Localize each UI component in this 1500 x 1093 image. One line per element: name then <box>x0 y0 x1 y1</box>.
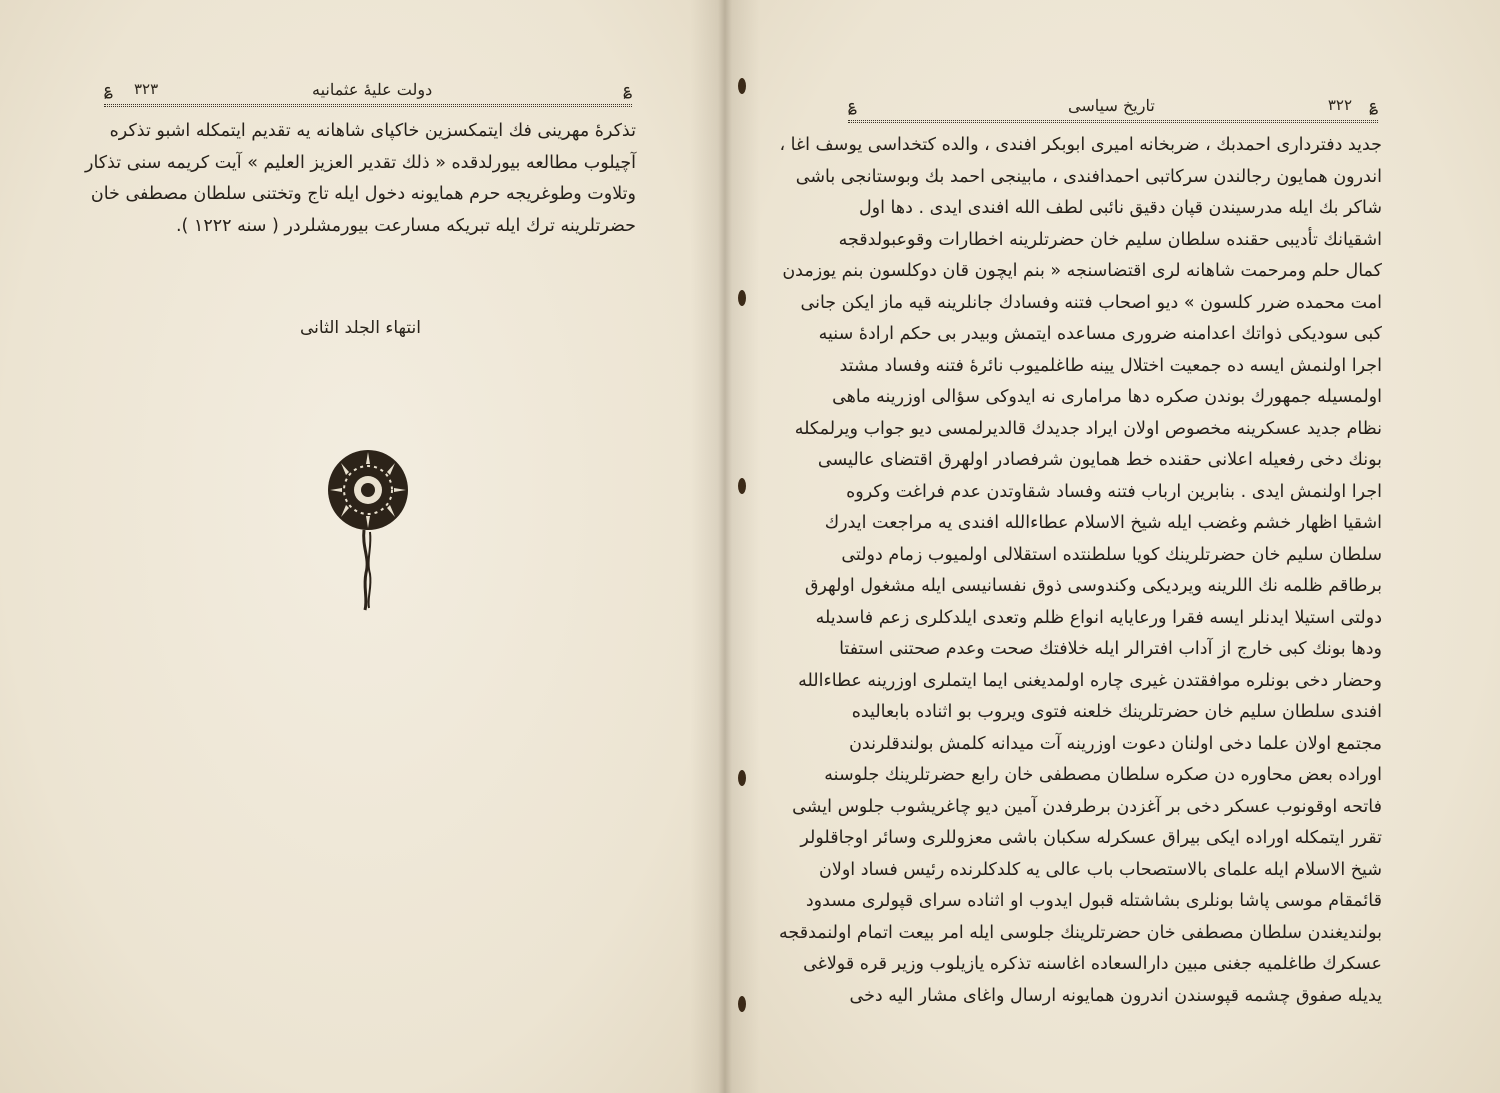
text-line: افندى سلطان سليم خان حضرتلرينك خلعنه فتوى ويروب بو اثناده بابعاليده <box>851 702 1382 722</box>
text-line: فاتحه اوقونوب عسكر دخى بر آغزدن برطرفدن آمين ديو چاغريشوب جلوس ايشى <box>792 796 1382 817</box>
text-line: وحضار دخى بونلره موافقتدن غيرى چاره اولمديغنى ايما ايتملرى اوزرينه عطاءالله <box>798 670 1382 691</box>
running-title: تاريخ سياسى <box>1068 96 1155 115</box>
right-page-body <box>779 130 1382 1012</box>
header-rule <box>104 104 632 107</box>
text-line: كبى سوديكى ذواتك اعدامنه ضرورى مساعده ايتمش وبيدر بى حكم ارادهٔ سنيه <box>818 324 1382 344</box>
right-page-header <box>848 96 1378 126</box>
text-line: سلطان سليم خان حضرتلرينك كويا سلطنتده استقلالى اولميوب زمام دولتى <box>841 544 1382 565</box>
header-rule <box>848 120 1378 123</box>
page-number: ٣٢٣ <box>134 80 159 98</box>
text-line: قائمقام موسى پاشا بونلرى بشاشتله قبول ايدوب او اثناده سراى قپولرى مسدود <box>805 891 1382 911</box>
text-line: وتلاوت وطوغريجه حرم همايونه دخول ايله تاج وتختنى سلطان مصطفى خان <box>90 184 636 204</box>
text-line: اندرون همايون رجالندن سركاتبى احمدافندى ، مابينجى احمد بك وبوستانجى باشى <box>795 166 1382 187</box>
text-line: تذكرهٔ مهرينى فك ايتمكسزين خاكپاى شاهانه يه تقديم ايتمكله اشبو تذكره <box>109 121 636 141</box>
text-line: امت محمده ضرر كلسون » ديو اصحاب فتنه وفسادك جانلرينه قيه ماز ايكن جانى <box>800 292 1382 313</box>
binding-stitch <box>738 478 746 494</box>
left-page-body <box>85 116 636 242</box>
left-page <box>0 0 722 1093</box>
header-marker: ؏ <box>104 80 113 98</box>
text-line: مجتمع اولان علما دخى اولنان دعوت اوزرينه آت ميدانه كلمش بولندقلرندن <box>849 733 1382 754</box>
text-line: شاكر بك ايله مدرسيندن قپان دقيق نائبى لطف الله افندى ايدى . دها اول <box>858 198 1382 218</box>
header-marker-right: ؏ <box>623 80 632 98</box>
page-number: ٣٢٢ <box>1327 96 1352 114</box>
text-line: بونك دخى رفعيله اعلانى حقنده خط همايون شرفصادر اولهرق اقتضاى عاليسى <box>817 450 1382 470</box>
text-line: ودها بونك كبى خارج از آداب افترالر ايله خلافتك صحت وعدم صحتنى استفتا <box>839 639 1382 659</box>
volume-end-note: انتهاء الجلد الثانى <box>300 318 421 338</box>
text-line: اجرا اولنمش ايسه ده جمعيت اختلال يينه طاغلميوب نائرهٔ فتنه وفساد مشتد <box>839 355 1382 376</box>
text-line: اشقيانك تأديبى حقنده سلطان سليم خان حضرتلرينه اخطارات وقوعبولدقجه <box>838 229 1382 250</box>
text-line: كمال حلم ومرحمت شاهانه لرى اقتضاسنجه « بنم ايچون قان دوكلسون بنم يوزمدن <box>782 261 1382 281</box>
floral-tailpiece-icon <box>318 448 418 618</box>
text-line: جديد دفتردارى احمدبك ، ضربخانه اميرى ابوبكر افندى ، والده كتخداسى يوسف اغا ، <box>779 135 1382 155</box>
text-line: تقرر ايتمكله اوراده ايكى بيراق عسكرله سكبان باشى معزوللرى وسائر اوجاقلولر <box>800 828 1382 848</box>
header-marker: ؏ <box>848 96 857 114</box>
text-line: شيخ الاسلام ايله علماى بالاستصحاب باب عالى يه كلدكلرنده رئيس فساد اولان <box>818 859 1382 880</box>
running-title: دولت عليهٔ عثمانيه <box>312 80 433 99</box>
header-marker-right: ؏ <box>1369 96 1378 114</box>
left-page-header <box>104 80 632 110</box>
binding-stitch <box>738 78 746 94</box>
text-line: اشقيا اظهار خشم وغضب ايله شيخ الاسلام عطاءالله افندى يه مراجعت ايدرك <box>824 513 1382 533</box>
binding-stitch <box>738 290 746 306</box>
binding-stitch <box>738 996 746 1012</box>
text-line: يديله صفوق چشمه قپوسندن اندرون همايونه ارسال واغاى مشار اليه دخى <box>849 985 1382 1006</box>
right-page <box>722 0 1500 1093</box>
text-line: اولمسيله جمهورك بوندن صكره دها مرامارى نه ايدوكى سؤالى اوزرينه ماهى <box>832 387 1382 407</box>
text-line: عسكرك طاغلميه جغنى مبين دارالسعاده اغاسنه تذكره يازيلوب وزير قره قولاغى <box>803 954 1382 974</box>
text-line: اجرا اولنمش ايدى . بنابرين ارباب فتنه وفساد شقاوتدن عدم فراغت وكروه <box>846 481 1382 502</box>
text-line: حضرتلرينه ترك ايله تبريكه مسارعت بيورمشلردر ( سنه ١٢٢٢ ). <box>175 215 636 236</box>
text-line: بولنديغندن سلطان مصطفى خان حضرتلرينك جلوسى ايله امر بيعت اتمام اولنمدقجه <box>779 922 1382 943</box>
text-line: اوراده بعض محاوره دن صكره سلطان مصطفى خان رابع حضرتلرينك جلوسنه <box>824 765 1382 785</box>
text-line: دولتى استيلا ايدنلر ايسه فقرا ورعايايه انواع ظلم وتعدى ايلدكلرى زعم فاسديله <box>815 607 1382 628</box>
text-line: برطاقم ظلمه نك اللرينه ويرديكى وكندوسى ذوق نفسانيسى ايله مشغول اولهرق <box>804 576 1382 596</box>
binding-stitch <box>738 770 746 786</box>
text-line: نظام جديد عسكرينه مخصوص اولان ايراد جديدك قالديرلمسى ديو جواب ويرلمكله <box>794 418 1382 439</box>
text-line: آچيلوب مطالعه بيورلدقده « ذلك تقدير العزيز العليم » آيت كريمه سنى تذكار <box>85 152 636 173</box>
